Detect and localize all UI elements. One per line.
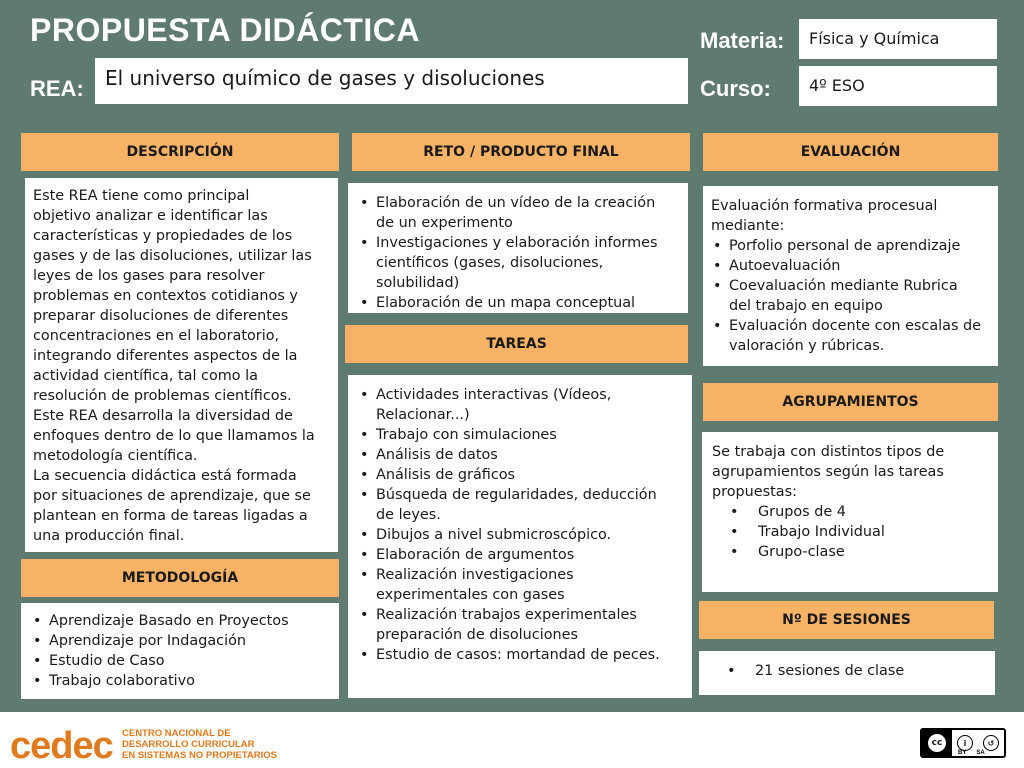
reto-box bbox=[348, 183, 688, 313]
list-item bbox=[358, 193, 678, 233]
agrupamientos-intro-line: agrupamientos según las tareas bbox=[712, 464, 944, 480]
list-item-line: de leyes. bbox=[376, 507, 441, 523]
evaluacion-intro bbox=[711, 196, 990, 236]
descripcion-line: Este REA tiene como principal bbox=[33, 188, 250, 204]
list-item bbox=[711, 236, 990, 256]
list-item-line: • Autoevaluación bbox=[729, 258, 841, 274]
list-item bbox=[358, 485, 682, 525]
list-item bbox=[358, 465, 682, 485]
sesiones-header: Nº DE SESIONES bbox=[699, 601, 994, 639]
list-item bbox=[358, 293, 678, 313]
descripcion-line: por situaciones de aprendizaje, que se bbox=[33, 488, 311, 504]
list-item bbox=[358, 545, 682, 565]
list-item-line: • Elaboración de un vídeo de la creación bbox=[376, 195, 656, 211]
tareas-box bbox=[348, 375, 692, 698]
curso-field: 4º ESO bbox=[799, 66, 997, 106]
list-item: • Trabajo colaborativo bbox=[31, 671, 329, 691]
cedec-subtitle-line: CENTRO NACIONAL DE bbox=[122, 728, 231, 739]
descripcion-line: resolución de problemas científicos. bbox=[33, 388, 292, 404]
list-item-line: • Elaboración de un mapa conceptual bbox=[376, 295, 636, 311]
tareas-header: TAREAS bbox=[345, 325, 688, 363]
list-item-line: • Porfolio personal de aprendizaje bbox=[729, 238, 961, 254]
list-item: • 21 sesiones de clase bbox=[709, 661, 985, 681]
agrupamientos-box bbox=[702, 432, 998, 592]
descripcion-line: problemas en contextos cotidianos y bbox=[33, 288, 298, 304]
page-title: PROPUESTA DIDÁCTICA bbox=[30, 12, 420, 48]
list-item: • Grupos de 4 bbox=[712, 502, 988, 522]
list-item bbox=[711, 276, 990, 316]
list-item-line: solubilidad) bbox=[376, 275, 460, 291]
descripcion-line: enfoques dentro de lo que llamamos la bbox=[33, 428, 315, 444]
sesiones-box bbox=[699, 651, 995, 695]
descripcion-line: leyes de los gases para resolver bbox=[33, 268, 265, 284]
list-item-line: • Realización investigaciones bbox=[376, 567, 574, 583]
attribution-icon: i bbox=[957, 735, 973, 751]
reto-list bbox=[358, 193, 678, 313]
cc-label-by: BY bbox=[958, 750, 967, 756]
cedec-subtitle bbox=[122, 728, 277, 761]
cedec-subtitle-line: EN SISTEMAS NO PROPIETARIOS bbox=[122, 750, 278, 761]
list-item bbox=[358, 233, 678, 293]
list-item: • Aprendizaje Basado en Proyectos bbox=[31, 611, 329, 631]
list-item-line: • Dibujos a nivel submicroscópico. bbox=[376, 527, 612, 543]
agrupamientos-intro-line: propuestas: bbox=[712, 484, 797, 500]
descripcion-line: una producción final. bbox=[33, 528, 185, 544]
cedec-subtitle-line: DESARROLLO CURRICULAR bbox=[122, 739, 255, 750]
list-item: • Estudio de Caso bbox=[31, 651, 329, 671]
descripcion-line: concentraciones en el laboratorio, bbox=[33, 328, 280, 344]
descripcion-line: metodología científica. bbox=[33, 448, 198, 464]
cc-labels bbox=[958, 750, 985, 756]
list-item bbox=[358, 525, 682, 545]
list-item bbox=[711, 256, 990, 276]
list-item bbox=[358, 605, 682, 645]
descripcion-text bbox=[33, 186, 330, 546]
sesiones-list bbox=[709, 661, 985, 681]
metodologia-header: METODOLOGÍA bbox=[21, 559, 339, 597]
creative-commons-icon: cc bbox=[926, 732, 948, 754]
evaluacion-intro-line: Evaluación formativa procesual bbox=[711, 198, 938, 214]
cedec-logo[interactable]: cedec bbox=[10, 725, 113, 767]
list-item-line: • Coevaluación mediante Rubrica bbox=[729, 278, 958, 294]
cc-icon-wrapper bbox=[922, 730, 952, 756]
list-item-line: del trabajo en equipo bbox=[729, 298, 883, 314]
metodologia-list bbox=[31, 611, 329, 691]
list-item: • Aprendizaje por Indagación bbox=[31, 631, 329, 651]
rea-title-field: El universo químico de gases y disoluciones bbox=[95, 58, 688, 104]
list-item-line: • Elaboración de argumentos bbox=[376, 547, 575, 563]
cc-label-sa: SA bbox=[976, 750, 985, 756]
list-item-line: • Análisis de datos bbox=[376, 447, 498, 463]
list-item bbox=[358, 385, 682, 425]
descripcion-line: actividad científica, tal como la bbox=[33, 368, 258, 384]
agrupamientos-list bbox=[712, 502, 988, 562]
list-item-line: • Trabajo con simulaciones bbox=[376, 427, 557, 443]
list-item-line: valoración y rúbricas. bbox=[729, 338, 885, 354]
list-item bbox=[711, 316, 990, 356]
list-item-line: • Actividades interactivas (Vídeos, bbox=[376, 387, 612, 403]
list-item-line: • Evaluación docente con escalas de bbox=[729, 318, 982, 334]
list-item: • Trabajo Individual bbox=[712, 522, 988, 542]
list-item-line: preparación de disoluciones bbox=[376, 627, 578, 643]
descripcion-line: características y propiedades de los bbox=[33, 228, 293, 244]
list-item bbox=[358, 565, 682, 605]
list-item-line: de un experimento bbox=[376, 215, 513, 231]
list-item bbox=[358, 645, 682, 665]
evaluacion-list bbox=[711, 236, 990, 356]
agrupamientos-intro-line: Se trabaja con distintos tipos de bbox=[712, 444, 945, 460]
curso-label: Curso: bbox=[700, 76, 771, 101]
list-item-line: científicos (gases, disoluciones, bbox=[376, 255, 604, 271]
evaluacion-intro-line: mediante: bbox=[711, 218, 785, 234]
descripcion-line: Este REA desarrolla la diversidad de bbox=[33, 408, 293, 424]
evaluacion-header: EVALUACIÓN bbox=[703, 133, 998, 171]
materia-field: Física y Química bbox=[799, 19, 997, 59]
evaluacion-box bbox=[703, 186, 998, 366]
list-item-line: • Estudio de casos: mortandad de peces. bbox=[376, 647, 660, 663]
materia-label: Materia: bbox=[700, 28, 785, 53]
descripcion-line: objetivo analizar e identificar las bbox=[33, 208, 268, 224]
list-item-line: • Investigaciones y elaboración informes bbox=[376, 235, 658, 251]
agrupamientos-intro bbox=[712, 442, 988, 502]
list-item-line: Relacionar...) bbox=[376, 407, 470, 423]
reto-header: RETO / PRODUCTO FINAL bbox=[352, 133, 690, 171]
metodologia-box bbox=[21, 603, 339, 699]
descripcion-line: integrando diferentes aspectos de la bbox=[33, 348, 298, 364]
tareas-list bbox=[358, 385, 682, 665]
list-item-line: • Búsqueda de regularidades, deducción bbox=[376, 487, 657, 503]
descripcion-line: plantean en forma de tareas ligadas a bbox=[33, 508, 308, 524]
list-item bbox=[358, 445, 682, 465]
list-item: • Grupo-clase bbox=[712, 542, 988, 562]
descripcion-line: preparar disoluciones de diferentes bbox=[33, 308, 289, 324]
descripcion-line: gases y de las disoluciones, utilizar las bbox=[33, 248, 312, 264]
descripcion-header: DESCRIPCIÓN bbox=[21, 133, 339, 171]
descripcion-box bbox=[25, 178, 338, 552]
list-item-line: • Análisis de gráficos bbox=[376, 467, 516, 483]
descripcion-line: La secuencia didáctica está formada bbox=[33, 468, 297, 484]
list-item bbox=[358, 425, 682, 445]
share-alike-icon: ↺ bbox=[983, 735, 999, 751]
rea-label: REA: bbox=[30, 76, 84, 101]
agrupamientos-header: AGRUPAMIENTOS bbox=[703, 383, 998, 421]
list-item-line: • Realización trabajos experimentales bbox=[376, 607, 637, 623]
list-item-line: experimentales con gases bbox=[376, 587, 565, 603]
